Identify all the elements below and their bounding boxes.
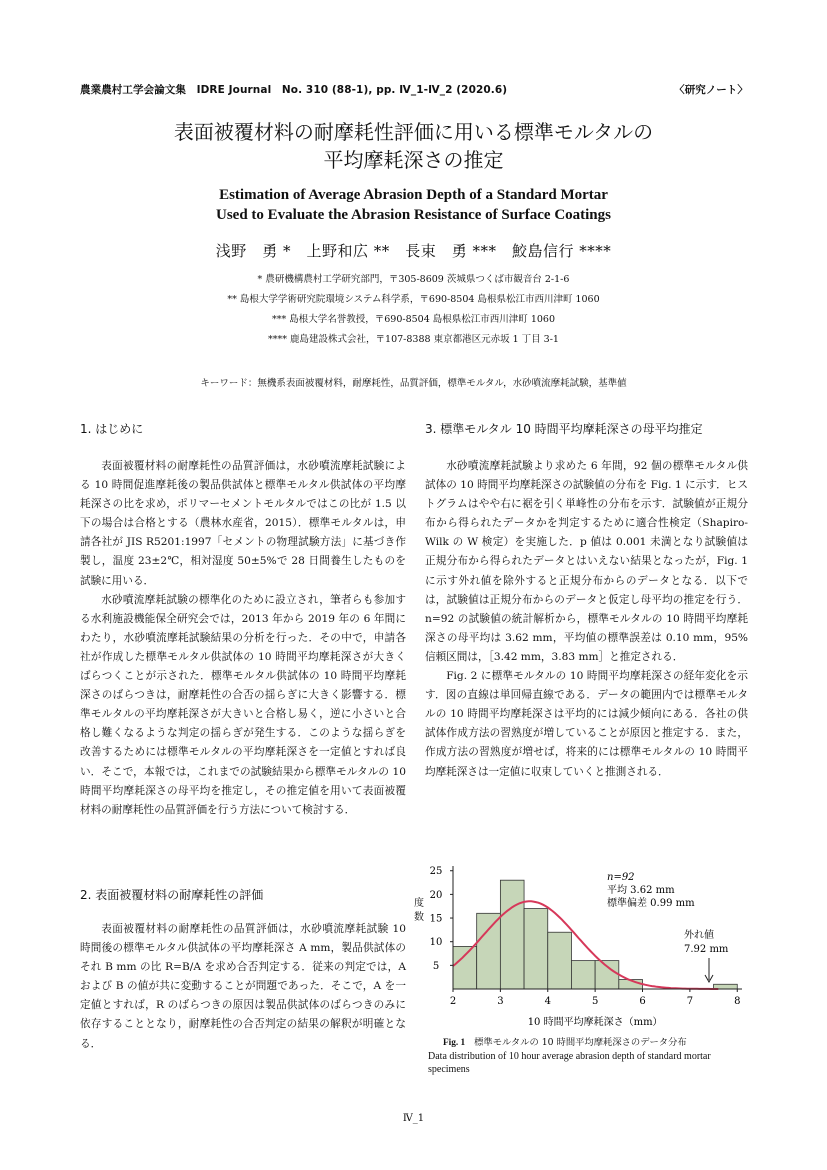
section-3-body: [425, 457, 748, 782]
histogram-bar: [571, 961, 595, 989]
outlier-label: 外れ値: [684, 930, 714, 941]
histogram-bar: [477, 913, 501, 989]
y-tick-label: 20: [429, 889, 443, 901]
title-jp-line2: 平均摩耗深さの推定: [323, 148, 504, 172]
histogram-bar: [453, 946, 477, 989]
caption-label: Fig. 1: [443, 1038, 466, 1048]
x-tick-label: 7: [686, 996, 694, 1007]
x-tick-label: 2: [449, 996, 457, 1007]
affiliation-1: * 農研機構農村工学研究部門，〒305-8609 茨城県つくば市観音台 2-1-6: [257, 274, 570, 285]
article-type: 〈研究ノート〉: [674, 84, 748, 96]
fig1-histogram: [405, 860, 750, 1032]
caption-jp-text: 標準モルタルの 10 時間平均摩耗深さのデータ分布: [474, 1037, 687, 1048]
section-3-title: 3. 標準モルタル 10 時間平均摩耗深さの母平均推定: [425, 422, 703, 436]
title-en-line1: Estimation of Average Abrasion Depth of a Standard Mortar: [219, 187, 608, 203]
x-tick-label: 5: [591, 996, 599, 1007]
y-axis-label: [414, 896, 424, 923]
histogram-bar: [595, 961, 619, 989]
page-number: Ⅳ_1: [402, 1113, 425, 1124]
histogram-bar: [500, 880, 524, 989]
section-2-body: [80, 920, 406, 1054]
keywords: キーワード：無機系表面被覆材料，耐摩耗性，品質評価，標準モルタル，水砂噴流摩耗試験，基準値: [200, 378, 627, 389]
stat-n: n=92: [607, 872, 635, 883]
y-axis-label-char: 数: [414, 912, 424, 923]
section-1-body: [80, 457, 406, 820]
stat-sd: 標準偏差 0.99 mm: [607, 898, 695, 909]
x-tick-label: 4: [544, 996, 551, 1007]
section-2-para-1: 表面被覆材料の耐摩耗性の品質評価は，水砂噴流摩耗試験 10 時間後の標準モルタル供試体の平均摩耗深さ A mm，製品供試体のそれ B mm の比 R=B/A を求め合否判定する．従来の判定では，A および B の値が共に変動することが問題であった．そこで，A を一定値とすれば，R のばらつきの原因は製品供試体のばらつきのみに依存することとなり，耐摩耗性の合否判定の結果の解釈が明確となる．: [80, 923, 406, 1050]
x-axis-label: 10 時間平均摩耗深さ（mm）: [527, 1017, 663, 1028]
title-en-line2: Used to Evaluate the Abrasion Resistance of Surface Coatings: [216, 207, 611, 223]
histogram-bar: [548, 932, 572, 989]
histogram-bar: [524, 909, 548, 989]
y-tick-label: 5: [432, 960, 440, 972]
affiliation-4: **** 鹿島建設株式会社，〒107-8388 東京都港区元赤坂 1 丁目 3-1: [268, 334, 559, 345]
title-jp-line1: 表面被覆材料の耐摩耗性評価に用いる標準モルタルの: [173, 120, 654, 144]
journal-header: 農業農村工学会論文集 IDRE Journal No. 310 (88-1), pp. Ⅳ_1-Ⅳ_2 (2020.6): [80, 84, 508, 96]
x-tick-label: 8: [734, 996, 741, 1007]
authors: 浅野 勇 * 上野和広 ** 長束 勇 *** 鮫島信行 ****: [215, 242, 612, 260]
y-axis-label-char: 度: [414, 898, 424, 909]
figure-caption: [428, 1036, 748, 1076]
stat-mean: 平均 3.62 mm: [607, 885, 675, 896]
y-tick-label: 10: [429, 937, 443, 949]
affiliation-2: ** 島根大学学術研究院環境システム科学系，〒690-8504 島根県松江市西川津町 1060: [227, 294, 600, 305]
y-tick-label: 25: [429, 866, 443, 878]
x-tick-label: 3: [497, 996, 504, 1007]
outlier-value: 7.92 mm: [684, 944, 729, 955]
x-tick-label: 6: [639, 996, 646, 1007]
section-3-para-2: Fig. 2 に標準モルタルの 10 時間平均摩耗深さの経年変化を示す．図の直線は単回帰直線である．データの範囲内では標準モルタルの 10 時間平均摩耗深さは平均的には減少傾向にある．各社の供試体作成方法の習熟度が増していることが原因と推定する．また，作成方法の習熟度が増せば，将来的には標準モルタルの 10 時間平均摩耗深さは一定値に収束していくと推測される．: [425, 670, 748, 778]
section-1-title: 1. はじめに: [80, 422, 144, 436]
caption-en: Data distribution of 10 hour average abrasion depth of standard mortar specimens: [428, 1051, 711, 1075]
caption-jp: [428, 1036, 748, 1050]
section-3-para-1: 水砂噴流摩耗試験より求めた 6 年間，92 個の標準モルタル供試体の 10 時間平均摩耗深さの試験値の分布を Fig. 1 に示す．ヒストグラムはやや右に裾を引く単峰性の分布を示す．試験値が正規分布から得られたデータかを判定するために適合性検定（Shapiro-Wilk の W 検定）を実施した．p 値は 0.001 未満となり試験値は正規分布から得られたデータとはいえない結果となったが，Fig. 1 に示す外れ値を除外すると正規分布からのデータとなる．以下では，試験値は正規分布からのデータと仮定し母平均の推定を行う．n=92 の試験値の統計解析から，標準モルタルの 10 時間平均摩耗深さの母平均は 3.62 mm，平均値の標準誤差は 0.10 mm，95%信頼区間は，［3.42 mm，3.83 mm］と推定される．: [425, 460, 748, 663]
section-1-para-1: 表面被覆材料の耐摩耗性の品質評価は，水砂噴流摩耗試験による 10 時間促進摩耗後の製品供試体と標準モルタル供試体の平均摩耗深さの比を求め，ポリマーセメントモルタルではこの比が 1.5 以下の場合は合格とする（農林水産省，2015）．標準モルタルは，申請各社が JIS R5201:1997「セメントの物理試験方法」に基づき作製し，温度 23±2℃，相対湿度 50±5%で 28 日間養生したものを試験に用いる．: [80, 460, 406, 587]
y-tick-label: 15: [429, 913, 443, 925]
affiliation-3: *** 島根大学名誉教授，〒690-8504 島根県松江市西川津町 1060: [271, 314, 555, 325]
section-1-para-2: 水砂噴流摩耗試験の標準化のために設立され，筆者らも参加する水利施設機能保全研究会では，2013 年から 2019 年の 6 年間にわたり，水砂噴流摩耗試験結果の分析を行った．その中で，申請各社が作成した標準モルタル供試体の 10 時間平均摩耗深さが大きくばらつくことが示された．標準モルタル供試体の 10 時間平均摩耗深さのばらつきは，耐摩耗性の合否の揺らぎに大きく影響する．標準モルタルの平均摩耗深さが大きいと合格し易く，逆に小さいと合格し難くなるような判定の揺らぎが発生する．このような揺らぎを改善するためには標準モルタルの平均摩耗深さを一定値とすれば良い．そこで，本報では，これまでの試験結果から標準モルタルの 10 時間平均摩耗深さの母平均を推定し，その推定値を用いて表面被覆材料の耐摩耗性の品質評価を行う方法について検討する．: [80, 593, 406, 816]
section-2-title: 2. 表面被覆材料の耐摩耗性の評価: [80, 888, 264, 902]
